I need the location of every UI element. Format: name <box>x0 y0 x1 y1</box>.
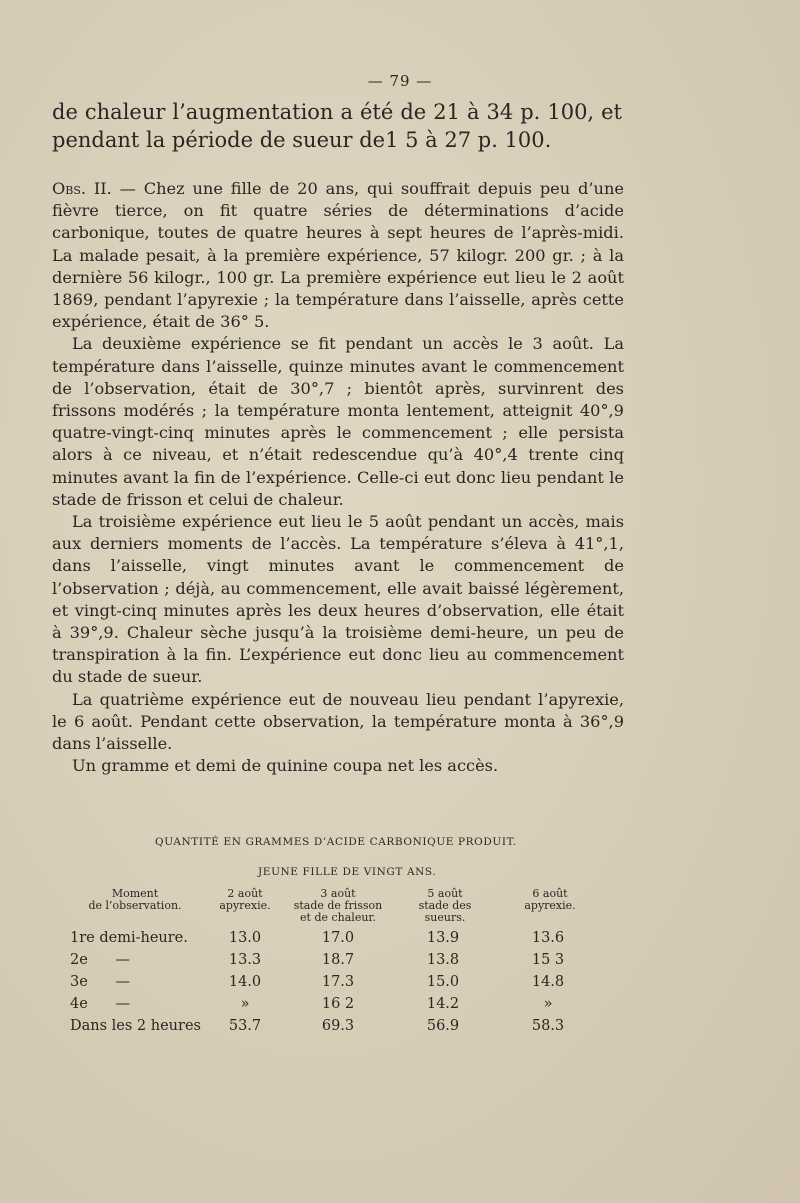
col-head-line: Moment <box>111 887 159 900</box>
cell-value: 14.2 <box>426 996 460 1012</box>
table-row <box>0 996 800 1016</box>
col-head-line: 2 août <box>227 887 263 900</box>
table-row <box>0 952 800 972</box>
col-head-line: apyrexie. <box>524 899 576 912</box>
col-head-line: stade des <box>418 899 472 912</box>
col-head-line: 6 août <box>532 887 568 900</box>
col-head-line: 5 août <box>427 887 463 900</box>
cell-value: 58.3 <box>531 1018 565 1034</box>
col-head-5-aout <box>400 888 490 924</box>
cell-value: 14.8 <box>531 974 565 990</box>
row-label: 4e — <box>70 996 130 1012</box>
table-row <box>0 974 800 994</box>
row-label: 3e — <box>70 974 130 990</box>
cell-value: 13.8 <box>426 952 460 968</box>
cell-value: 56.9 <box>426 1018 460 1034</box>
cell-value: 15.0 <box>426 974 460 990</box>
paragraph-2: La deuxième expérience se fit pendant un accès le 3 août. La température dans l’aisselle, quinze minutes avant le commencement de l’observation, était de 30°,7 ; bientôt après, survinrent des frissons modérés ; la température monta lentement, atteignit 40°,9 quatre-vingt-cinq minutes après le commencement ; elle persista alors à ce niveau, et n’était redescendue qu’à 40°,4 trente cinq minutes avant la fin de l’expérience. Celle-ci eut donc lieu pendant le stade de frisson et celui de chaleur. <box>52 334 624 509</box>
cell-value: 18.7 <box>321 952 355 968</box>
col-head-3-aout <box>283 888 393 924</box>
row-label: Dans les 2 heures <box>70 1018 201 1034</box>
intro-paragraph: de chaleur l’augmentation a été de 21 à 34 p. 100, et pendant la période de sueur de1 5 à 27 p. 100. <box>52 100 622 152</box>
cell-value: 13.9 <box>426 930 460 946</box>
cell-value: 13.6 <box>531 930 565 946</box>
col-head-line: de l’observation. <box>88 899 182 912</box>
cell-value: 17.3 <box>321 974 355 990</box>
col-head-6-aout <box>505 888 595 912</box>
cell-value: 53.7 <box>228 1018 262 1034</box>
cell-value: 13.0 <box>228 930 262 946</box>
col-head-line: et de chaleur. <box>300 911 376 924</box>
paragraph-3: La troisième expérience eut lieu le 5 août pendant un accès, mais aux derniers moments de l’accès. La température s’éleva à 41°,1, dans l’aisselle, vingt minutes avant le commencement de l’observation ; déjà, au commencement, elle avait baissé légèrement, et vingt-cinq minutes après les deux heures d’observation, elle était à 39°,9. Chaleur sèche jusqu’à la troisième demi-heure, un peu de transpiration à la fin. L’expérience eut donc lieu au commencement du stade de sueur. <box>52 512 624 687</box>
table-row-total <box>0 1018 800 1038</box>
table-title-text: QUANTITÉ EN GRAMMES D’ACIDE CARBONIQUE PRODUIT. <box>155 836 517 848</box>
col-head-line: apyrexie. <box>219 899 271 912</box>
table-row <box>0 930 800 950</box>
row-label: 1re demi-heure. <box>70 930 188 946</box>
page-number: — 79 — <box>367 72 433 90</box>
cell-value: 16 2 <box>321 996 355 1012</box>
paragraph-obs-ii <box>52 178 624 333</box>
col-head-2-aout <box>205 888 285 912</box>
cell-value: 17.0 <box>321 930 355 946</box>
obs-lead: Obs. II. <box>52 179 112 198</box>
cell-value: 69.3 <box>321 1018 355 1034</box>
paragraph-text: — Chez une fille de 20 ans, qui souffrait depuis peu d’une fièvre tierce, on fit quatre séries de déterminations d’acide carbonique, toutes de quatre heures à sept heures de l’après-midi. La malade pesait, à la première expérience, 57 kilogr. 200 gr. ; à la dernière 56 kilogr., 100 gr. La première expérience eut lieu le 2 août 1869, pendant l’apyrexie ; la température dans l’aisselle, après cette expérience, était de 36° 5. <box>52 179 624 332</box>
col-head-line: 3 août <box>320 887 356 900</box>
col-head-moment <box>70 888 200 912</box>
cell-value: » <box>543 996 553 1012</box>
cell-value: 14.0 <box>228 974 262 990</box>
cell-value: » <box>240 996 250 1012</box>
col-head-line: sueurs. <box>424 911 466 924</box>
paragraph-5: Un gramme et demi de quinine coupa net les accès. <box>72 756 499 776</box>
table-subtitle: JEUNE FILLE DE VINGT ANS. <box>258 866 437 878</box>
cell-value: 15 3 <box>531 952 565 968</box>
cell-value: 13.3 <box>228 952 262 968</box>
col-head-line: stade de frisson <box>293 899 383 912</box>
paragraph-4: La quatrième expérience eut de nouveau lieu pendant l’apyrexie, le 6 août. Pendant cette observation, la température monta à 36°,9 dans l’aisselle. <box>52 689 624 754</box>
row-label: 2e — <box>70 952 130 968</box>
body-text <box>52 178 624 777</box>
